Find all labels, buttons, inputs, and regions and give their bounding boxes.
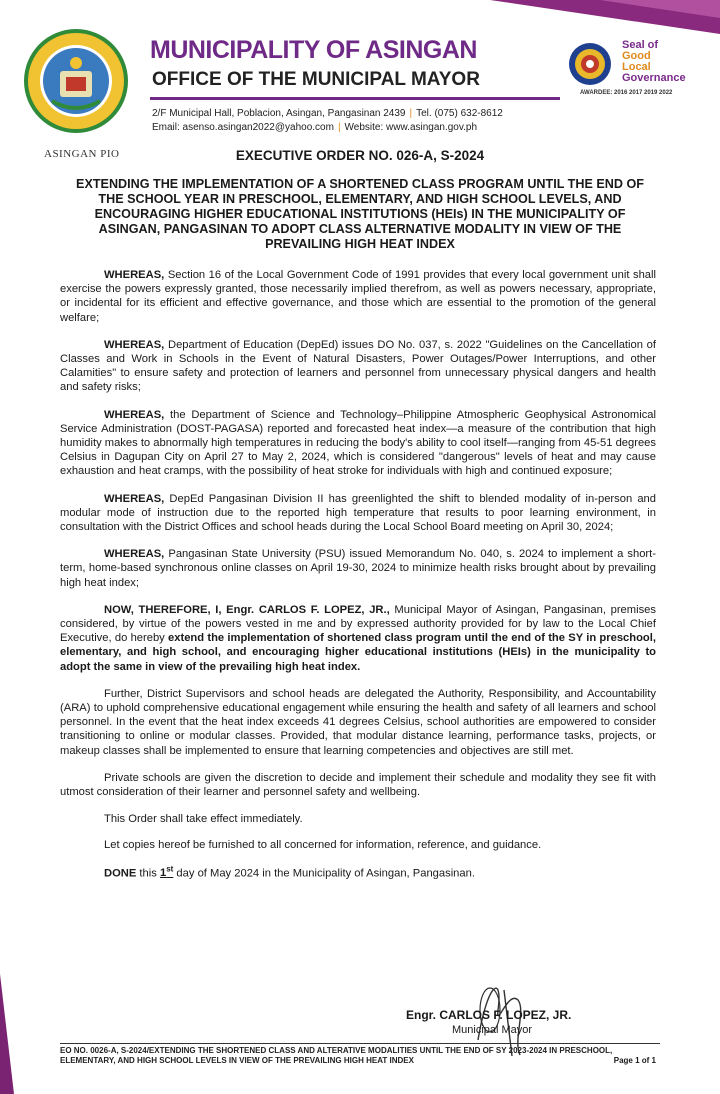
- paragraph-text: the Department of Science and Technology–Philippine Atmospheric Geophysical Astronomical Service Administration (DOST-PAGASA) reported and forecasted heat index—a measure of the contribution that high humidity makes to abnormally high temperatures in reducing the body's ability to cool itself—ranging from 45-51 degrees Celsius in Dagupan City on April 27 to May 2, 2024, which is considered "dangerous" levels of heat and may cause exhaustion and heat cramps, with the possibility of heat stroke for individuals with high and continued exposure;: [60, 408, 657, 478]
- executive-order-number: EXECUTIVE ORDER NO. 026-A, S-2024: [235, 148, 485, 163]
- left-accent-decoration: [0, 974, 14, 1094]
- done-lead: DONE: [104, 867, 137, 880]
- telephone: Tel. (075) 632-8612: [416, 108, 503, 119]
- now-therefore-lead: NOW, THEREFORE, I, Engr. CARLOS F. LOPEZ, JR.,: [104, 603, 390, 616]
- paragraph-copies: Let copies hereof be furnished to all concerned for information, reference, and guidance.: [104, 838, 542, 851]
- signatory-title: Municipal Mayor: [452, 1024, 533, 1036]
- footer-text: EO NO. 0026-A, S-2024/EXTENDING THE SHORTENED CLASS AND ALTERATIVE MODALITIES UNTIL THE END OF SY 2023-2024 IN PRESCHOOL, ELEMENTARY, AND HIGH SCHOOL LEVELS IN VIEW OF THE PREVAILING HIGH HEAT INDEX: [60, 1046, 613, 1065]
- paragraph-text: DepEd Pangasinan Division II has greenlighted the shift to blended modality of in-person and modular mode of instruction due to the reported high temperature that results to poor learning environment, in consultation with the District Offices and school heads during the Local School Board meeting on April 30, 2024;: [60, 492, 656, 534]
- paragraph-whereas-5: [60, 547, 656, 590]
- whereas-lead: WHEREAS,: [104, 408, 165, 421]
- paragraph-text: Department of Education (DepEd) issues DO No. 037, s. 2022 "Guidelines on the Cancellation of Classes and Work in Schools in the Event of Natural Disasters, Power Outages/Power Interruptions, and other Calamities" to ensure safety and protection of learners and personnel from unnecessary physical dangers and health and safety risks;: [60, 338, 656, 394]
- bagong-pilipinas-logo-icon: [568, 42, 612, 86]
- paragraph-delegation: Further, District Supervisors and school heads are delegated the Authority, Responsibility, and Accountability (ARA) to uphold comprehensive educational engagement while ensuring the health and safety of all learners and school personnel. In the event that the heat index exceeds 41 degrees Celsius, school authorities are empowered to consider transitioning to online or modular classes. Provided, that modular distance learning, performance tasks, projects, or makeup classes shall be implemented to ensure that learning competencies and objectives are still met.: [60, 687, 656, 757]
- address: 2/F Municipal Hall, Poblacion, Asingan, Pangasinan 2439: [152, 108, 406, 119]
- done-text: this: [136, 867, 160, 880]
- done-text-rest: day of May 2024 in the Municipality of Asingan, Pangasinan.: [173, 867, 475, 880]
- order-directive: extend the implementation of shortened class program until the end of the SY in preschool, elementary, and high school, and encouraging higher educational institutions (HEIs) in the municipality to adopt the same in view of the prevailing high heat index.: [60, 632, 656, 673]
- whereas-lead: WHEREAS,: [104, 338, 165, 351]
- paragraph-now-therefore: [60, 603, 656, 674]
- whereas-lead: WHEREAS,: [104, 269, 165, 281]
- paragraph-private-schools: Private schools are given the discretion to decide and implement their schedule and modality they see fit with utmost consideration of their learner and personnel safety and wellbeing.: [60, 771, 656, 799]
- seal-of-good-local-governance-logo: [622, 40, 702, 84]
- municipal-seal-icon: [22, 27, 130, 135]
- sgl-line4: Governance: [622, 72, 686, 84]
- municipality-title: MUNICIPALITY OF ASINGAN: [150, 36, 477, 64]
- office-subtitle: OFFICE OF THE MUNICIPAL MAYOR: [152, 69, 480, 90]
- paragraph-text: Municipal Mayor of Asingan, Pangasinan, premises considered, by virtue of the powers vested in me and by expressed authority provided for by law to the Local Chief Executive, do hereby: [60, 603, 656, 645]
- paragraph-text: Pangasinan State University (PSU) issued Memorandum No. 040, s. 2024 to implement a short-term, home-based synchronous online classes on April 19-30, 2024 to minimize health risks brought about by prevailing high heat index;: [60, 548, 656, 589]
- header-divider: [150, 97, 560, 100]
- sgl-line2: Good: [622, 50, 651, 62]
- footer-divider: [60, 1043, 660, 1044]
- paragraph-text: Section 16 of the Local Government Code of 1991 provides that every local government unit shall exercise the powers expressly granted, those necessarily implied therefrom, as well as powers necessary, appropriate, or incidental for its efficient and effective governance, and those which are essential to the promotion of the general welfare;: [60, 269, 656, 324]
- paragraph-whereas-1: [60, 268, 656, 325]
- contact-info: 2/F Municipal Hall, Poblacion, Asingan, Pangasinan 2439 | Tel. (075) 632-8612 Email: asenso.asingan2022@yahoo.com | Website: www.asingan.gov.ph: [152, 108, 503, 133]
- footer-reference: [60, 1046, 660, 1066]
- whereas-lead: WHEREAS,: [104, 492, 165, 505]
- pio-watermark: ASINGAN PIO: [44, 148, 120, 160]
- paragraph-whereas-2: [60, 338, 656, 395]
- signatory-name: Engr. CARLOS F. LOPEZ, JR.: [406, 1008, 572, 1022]
- sgl-line1: Seal of: [622, 39, 659, 51]
- executive-order-title: EXTENDING THE IMPLEMENTATION OF A SHORTENED CLASS PROGRAM UNTIL THE END OF THE SCHOOL YEAR IN PRESCHOOL, ELEMENTARY, AND HIGH SCHOOL LEVELS, AND ENCOURAGING HIGHER EDUCATIONAL INSTITUTIONS (HEIs) IN THE MUNICIPALITY OF ASINGAN, PANGASINAN TO ADOPT CLASS ALTERNATIVE MODALITY IN VIEW OF THE PREVAILING HIGH HEAT INDEX: [76, 177, 644, 251]
- paragraph-effectivity: This Order shall take effect immediately.: [104, 813, 303, 826]
- awardee-years: AWARDEE: 2016 2017 2019 2022: [580, 90, 673, 96]
- corner-decoration-inner: [600, 0, 720, 18]
- sgl-line3: Local: [622, 61, 651, 73]
- done-day: 1: [159, 867, 167, 880]
- paragraph-done: [60, 863, 656, 881]
- done-day-suffix: st: [166, 864, 174, 874]
- website: Website: www.asingan.gov.ph: [344, 122, 478, 133]
- email: Email: asenso.asingan2022@yahoo.com: [152, 122, 334, 133]
- document-body: [60, 268, 656, 892]
- paragraph-whereas-4: [60, 492, 656, 535]
- page-number: Page 1 of 1: [613, 1056, 656, 1065]
- paragraph-whereas-3: [60, 408, 656, 479]
- whereas-lead: WHEREAS,: [104, 548, 165, 561]
